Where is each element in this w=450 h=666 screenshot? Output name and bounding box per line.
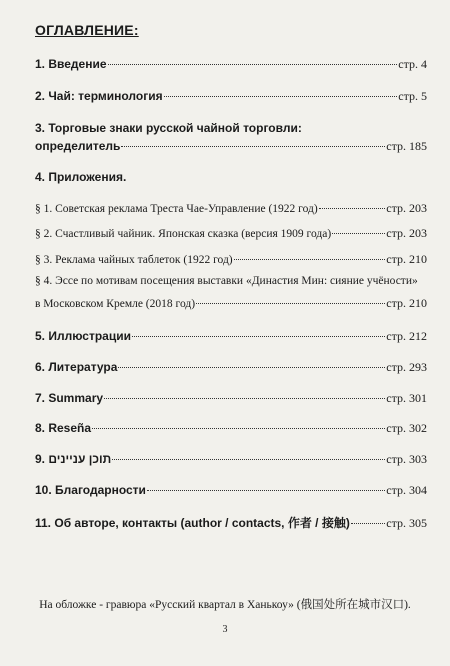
dot-leader <box>351 523 385 524</box>
dot-leader <box>108 64 398 65</box>
dot-leader <box>147 490 385 491</box>
dot-leader <box>92 428 385 429</box>
toc-entry-page: стр. 210 <box>386 252 427 266</box>
toc-entry-page: стр. 5 <box>398 89 427 103</box>
toc-entry-illustrations[interactable] <box>35 329 427 344</box>
toc-entry-page: стр. 304 <box>386 483 427 497</box>
toc-subentry-4-line1: § 4. Эссе по мотивам посещения выставки «Династия Мин: сияние учёности» <box>35 275 418 287</box>
toc-entry-label: 5. Иллюстрации <box>35 329 131 343</box>
toc-subentry-3[interactable] <box>35 252 427 267</box>
toc-subentry-2[interactable] <box>35 226 427 241</box>
toc-entry-literature[interactable] <box>35 360 427 375</box>
toc-entry-label: § 3. Реклама чайных таблеток (1922 год) <box>35 254 233 266</box>
toc-entry-label: в Московском Кремле (2018 год) <box>35 298 196 310</box>
toc-entry-label: 11. Об авторе, контакты (author / contacts, 作者 / 接触) <box>35 516 350 530</box>
toc-subentry-1[interactable] <box>35 201 427 216</box>
toc-entry-hebrew-contents[interactable] <box>35 452 427 467</box>
dot-leader <box>332 233 385 234</box>
dot-leader <box>196 303 385 304</box>
toc-entry-label: 1. Введение <box>35 57 107 71</box>
toc-entry-label: § 2. Счастливый чайник. Японская сказка (версия 1909 года) <box>35 228 332 240</box>
toc-subentry-4[interactable] <box>35 296 427 311</box>
toc-entry-label: 7. Summary <box>35 391 104 405</box>
toc-entry-label: 6. Литература <box>35 360 118 374</box>
toc-entry-page: стр. 185 <box>386 139 427 153</box>
toc-entry-page: стр. 210 <box>386 296 427 310</box>
toc-entry-page: стр. 203 <box>386 201 427 215</box>
toc-entry-summary[interactable] <box>35 391 427 406</box>
toc-entry-page: стр. 212 <box>386 329 427 343</box>
toc-entry-resena[interactable] <box>35 421 427 436</box>
page-number: 3 <box>222 624 228 635</box>
toc-entry-label: 8. Reseña <box>35 421 92 435</box>
toc-entry-page: стр. 203 <box>386 226 427 240</box>
toc-entry-trademarks[interactable] <box>35 139 427 154</box>
dot-leader <box>319 208 386 209</box>
toc-entry-page: стр. 305 <box>386 516 427 530</box>
cover-note: На обложке - гравюра «Русский квартал в Ханькоу» (俄国处所在城市汉口). <box>39 599 411 611</box>
toc-entry-appendices[interactable] <box>35 170 427 184</box>
dot-leader <box>164 96 398 97</box>
dot-leader <box>112 459 385 460</box>
toc-entry-label: 4. Приложения. <box>35 170 127 184</box>
dot-leader <box>234 259 386 260</box>
toc-entry-introduction[interactable] <box>35 57 427 72</box>
toc-entry-label: 2. Чай: терминология <box>35 89 163 103</box>
toc-entry-page: стр. 301 <box>386 391 427 405</box>
toc-entry-page: стр. 293 <box>386 360 427 374</box>
dot-leader <box>104 398 385 399</box>
toc-entry-about-author[interactable] <box>35 514 427 531</box>
toc-entry-trademarks-line1: 3. Торговые знаки русской чайной торговли: <box>35 121 302 135</box>
toc-entry-label: 10. Благодарности <box>35 483 146 497</box>
toc-entry-acknowledgements[interactable] <box>35 483 427 498</box>
toc-title: ОГЛАВЛЕНИЕ: <box>35 22 139 38</box>
toc-entry-page: стр. 4 <box>398 57 427 71</box>
toc-entry-terminology[interactable] <box>35 89 427 104</box>
toc-entry-label: § 1. Советская реклама Треста Чае-Управление (1922 год) <box>35 203 318 215</box>
toc-entry-label: определитель <box>35 139 121 153</box>
dot-leader <box>132 336 385 337</box>
dot-leader <box>118 367 385 368</box>
toc-entry-page: стр. 303 <box>386 452 427 466</box>
toc-entry-label: 9. תוכן עניינים <box>35 452 112 466</box>
toc-entry-page: стр. 302 <box>386 421 427 435</box>
dot-leader <box>121 146 385 147</box>
